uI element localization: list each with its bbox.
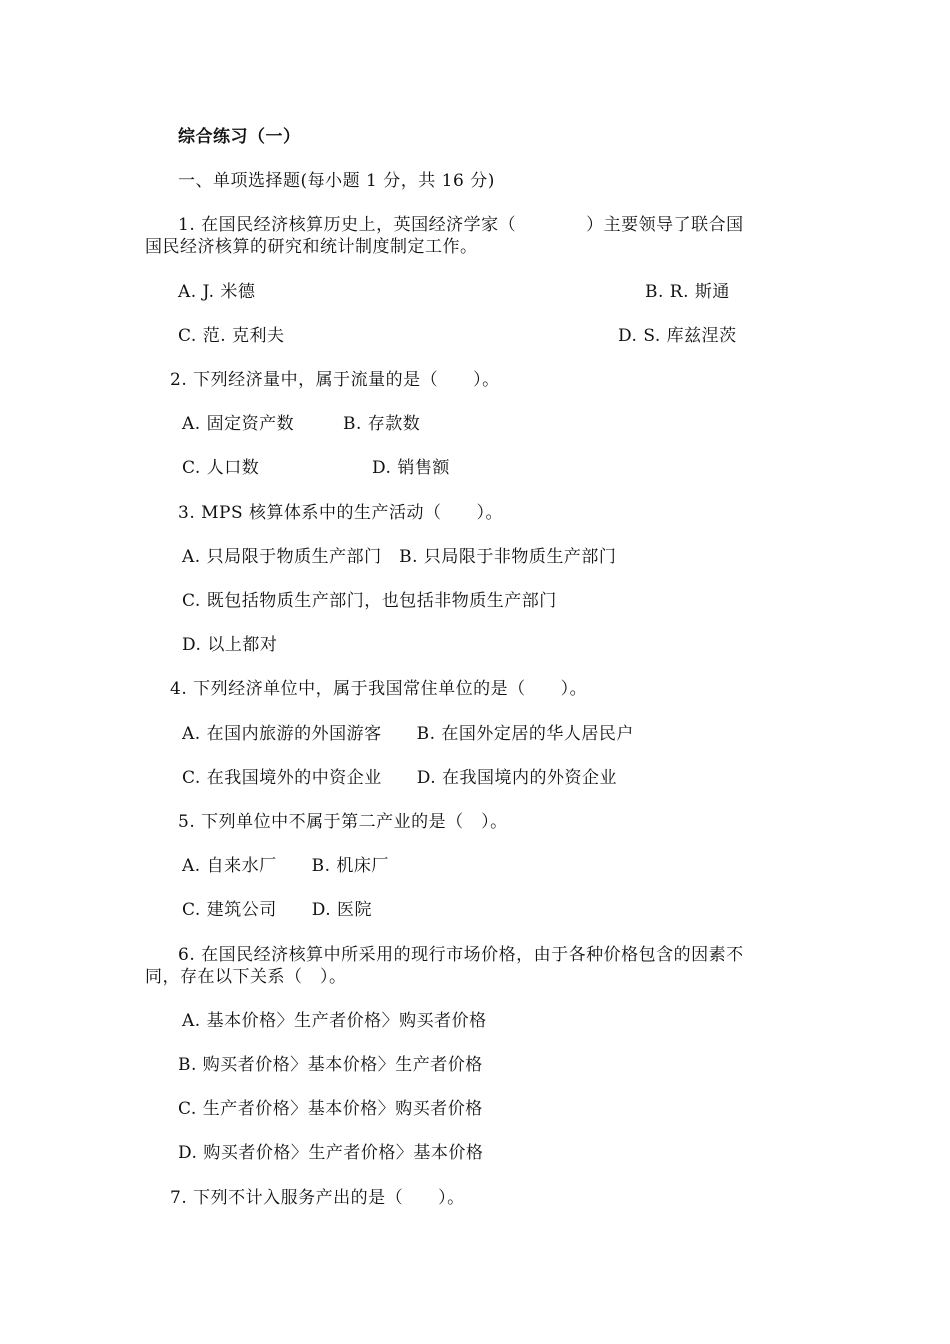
q1-option-d: D. S. 库兹涅茨 <box>618 326 737 346</box>
document-title: 综合练习（一） <box>178 127 301 147</box>
q2-option-d: D. 销售额 <box>372 458 450 478</box>
q3-stem: 3. MPS 核算体系中的生产活动（ ）。 <box>178 503 504 523</box>
q1-option-b: B. R. 斯通 <box>645 282 730 302</box>
q2-stem: 2. 下列经济量中，属于流量的是（ ）。 <box>170 370 500 390</box>
q3-option-d: D. 以上都对 <box>182 635 278 655</box>
q4-stem: 4. 下列经济单位中，属于我国常住单位的是（ ）。 <box>170 679 588 699</box>
q6-option-d: D. 购买者价格〉生产者价格〉基本价格 <box>178 1143 484 1163</box>
q5-options-ab: A. 自来水厂 B. 机床厂 <box>182 856 389 876</box>
q6-stem-line2: 同，存在以下关系（ ）。 <box>145 967 347 987</box>
q4-options-ab: A. 在国内旅游的外国游客 B. 在国外定居的华人居民户 <box>182 724 634 744</box>
q2-option-c: C. 人口数 <box>182 458 260 478</box>
q1-stem-line1: 1. 在国民经济核算历史上，英国经济学家（ ）主要领导了联合国 <box>178 215 744 235</box>
q5-stem: 5. 下列单位中不属于第二产业的是（ ）。 <box>178 812 508 832</box>
q6-option-a: A. 基本价格〉生产者价格〉购买者价格 <box>182 1011 487 1031</box>
q6-option-b: B. 购买者价格〉基本价格〉生产者价格 <box>178 1055 483 1075</box>
q4-options-cd: C. 在我国境外的中资企业 D. 在我国境内的外资企业 <box>182 768 618 788</box>
q2-option-a: A. 固定资产数 <box>182 414 295 434</box>
q1-stem-line2: 国民经济核算的研究和统计制度制定工作。 <box>145 237 478 257</box>
q3-options-ab: A. 只局限于物质生产部门 B. 只局限于非物质生产部门 <box>182 547 617 567</box>
q6-stem-line1: 6. 在国民经济核算中所采用的现行市场价格，由于各种价格包含的因素不 <box>178 945 744 965</box>
q5-options-cd: C. 建筑公司 D. 医院 <box>182 900 373 920</box>
q1-option-c: C. 范. 克利夫 <box>178 326 285 346</box>
q7-stem: 7. 下列不计入服务产出的是（ ）。 <box>170 1188 465 1208</box>
q6-option-c: C. 生产者价格〉基本价格〉购买者价格 <box>178 1099 483 1119</box>
q1-option-a: A. J. 米德 <box>178 282 256 302</box>
q2-option-b: B. 存款数 <box>343 414 421 434</box>
section-heading: 一、单项选择题(每小题 1 分，共 16 分) <box>178 171 495 191</box>
q3-option-c: C. 既包括物质生产部门，也包括非物质生产部门 <box>182 591 557 611</box>
